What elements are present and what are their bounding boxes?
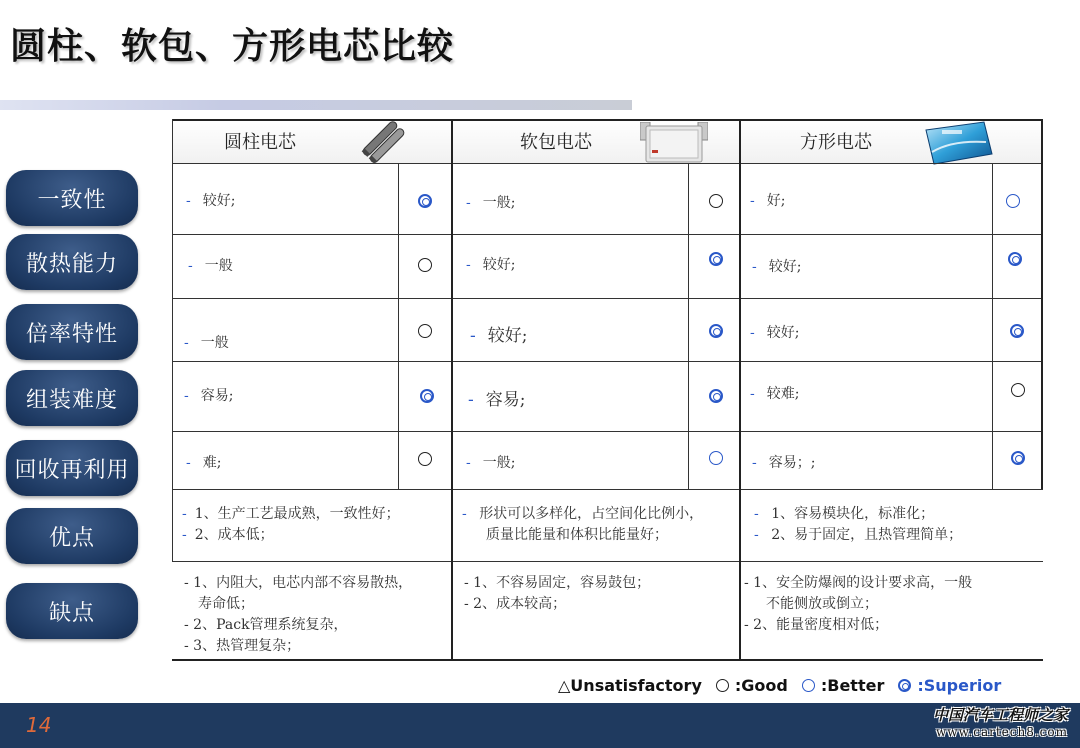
table-top-border <box>172 119 1043 121</box>
legend-superior-icon <box>898 679 911 692</box>
mark-col-divider <box>688 163 689 489</box>
watermark-name: 中国汽车工程师之家 <box>932 706 1068 724</box>
legend-good-icon <box>716 679 729 692</box>
row-divider <box>172 361 1043 362</box>
cylindrical-cell-image <box>360 120 410 164</box>
rating-cell-text: - 难; <box>186 455 222 471</box>
row-label-advantages: 优点 <box>6 508 138 564</box>
rating-cell-text: - 容易；; <box>752 455 816 471</box>
rating-mark <box>418 194 432 208</box>
col-divider <box>451 119 453 661</box>
rating-mark <box>709 324 723 338</box>
row-divider <box>172 561 1043 562</box>
table-header <box>172 119 1042 163</box>
column-header-cylindrical: 圆柱电芯 <box>224 132 296 153</box>
rating-cell-text: - 一般; <box>466 455 516 471</box>
rating-mark <box>709 451 723 465</box>
mark-col-divider <box>398 163 399 489</box>
rating-cell-text: - 较好; <box>750 325 800 341</box>
column-header-pouch: 软包电芯 <box>520 132 592 153</box>
row-divider <box>172 234 1043 235</box>
col-divider <box>172 119 173 561</box>
rating-mark <box>418 452 432 466</box>
rating-mark <box>1011 451 1025 465</box>
advantages-cylindrical: - 1、生产工艺最成熟，一致性好； - 2、成本低； <box>182 506 400 543</box>
rating-cell-text: - 容易; <box>184 388 234 404</box>
legend-unsatisfactory: △Unsatisfactory <box>558 676 702 695</box>
row-divider <box>172 163 1043 164</box>
rating-mark <box>709 389 723 403</box>
row-divider <box>172 431 1043 432</box>
row-label-disadvantages: 缺点 <box>6 583 138 639</box>
disadvantages-cylindrical: - 1、内阻大，电芯内部不容易散热， 寿命低； - 2、Pack管理系统复杂， - 3、热管理复杂； <box>184 575 413 654</box>
rating-cell-text: - 好; <box>750 193 786 209</box>
advantages-prismatic: - 1、容易模块化，标准化； - 2、易于固定，且热管理简单； <box>754 506 963 543</box>
footer-bar <box>0 703 1080 748</box>
rating-cell-text: - 较难; <box>750 386 800 402</box>
title-underline-bar <box>0 100 632 110</box>
rating-cell-text: - 一般 <box>184 335 229 351</box>
row-label-assembly-difficulty: 组装难度 <box>6 370 138 426</box>
disadvantages-prismatic: - 1、安全防爆阀的设计要求高，一般 不能侧放或倒立； - 2、能量密度相对低； <box>744 575 973 633</box>
rating-cell-text: - 容易; <box>468 390 526 410</box>
pouch-cell-image <box>640 122 708 164</box>
row-label-rate-capability: 倍率特性 <box>6 304 138 360</box>
page-number: 14 <box>26 713 52 737</box>
legend-better: :Better <box>820 676 885 695</box>
rating-cell-text: - 较好; <box>470 326 528 346</box>
rating-mark <box>418 324 432 338</box>
mark-col-divider <box>992 163 993 489</box>
table-right-border <box>1041 119 1043 489</box>
rating-mark <box>709 252 723 266</box>
rating-cell-text: - 较好; <box>466 257 516 273</box>
rating-mark <box>1006 194 1020 208</box>
legend-better-icon <box>802 679 815 692</box>
row-divider <box>172 489 1043 490</box>
watermark <box>933 704 1068 739</box>
rating-cell-text: - 较好; <box>186 193 236 209</box>
row-divider <box>172 298 1043 299</box>
rating-mark <box>709 194 723 208</box>
rating-mark <box>1008 252 1022 266</box>
rating-mark <box>1010 324 1024 338</box>
rating-mark <box>418 258 432 272</box>
rating-legend <box>558 676 1001 695</box>
watermark-url: www.cartech8.com <box>936 725 1068 739</box>
page-title: 圆柱、软包、方形电芯比较 <box>10 26 455 67</box>
row-label-heat-dissipation: 散热能力 <box>6 234 138 290</box>
row-label-recycling: 回收再利用 <box>6 440 138 496</box>
col-divider <box>739 119 741 661</box>
rating-mark <box>420 389 434 403</box>
rating-mark <box>1011 383 1025 397</box>
advantages-pouch: - 形状可以多样化，占空间化比例小， 质量比能量和体积比能量好； <box>462 506 704 543</box>
column-header-prismatic: 方形电芯 <box>800 132 872 153</box>
legend-superior: :Superior <box>917 676 1002 695</box>
legend-good: :Good <box>734 676 788 695</box>
row-label-consistency: 一致性 <box>6 170 138 226</box>
prismatic-cell-image <box>922 120 994 166</box>
table-bottom-border <box>172 659 1043 661</box>
disadvantages-pouch: - 1、不容易固定，容易鼓包； - 2、成本较高； <box>464 575 651 612</box>
rating-cell-text: - 一般 <box>188 258 233 274</box>
rating-cell-text: - 一般; <box>466 195 516 211</box>
rating-cell-text: - 较好; <box>752 259 802 275</box>
